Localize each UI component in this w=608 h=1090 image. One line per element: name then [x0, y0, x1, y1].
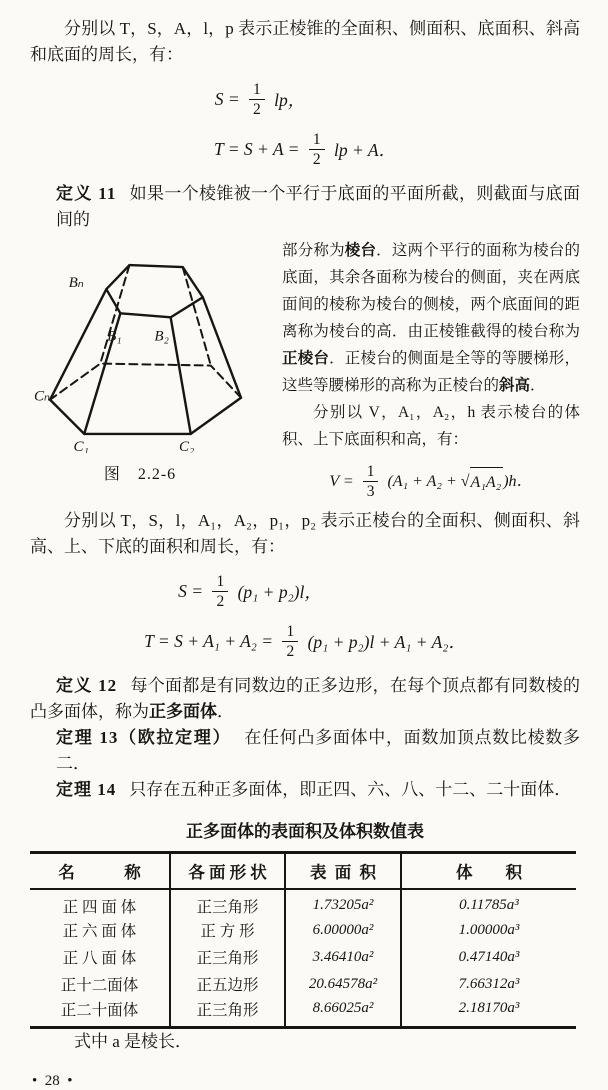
formula-rhs: lp，: [269, 90, 306, 111]
page-number: • 28 •: [32, 1072, 73, 1089]
vertex-label-b1: B₁: [107, 328, 122, 345]
formula-lhs: S =: [178, 581, 208, 602]
table-row: [30, 889, 576, 917]
table-row: [30, 917, 576, 944]
theorem14: 定理 14 只存在五种正多面体，即正四、六、八、十二、二十面体．: [56, 780, 572, 800]
cell-face-shape: 正三角形: [170, 998, 285, 1028]
formula-rhs: lp + A．: [329, 140, 397, 161]
column-header-face-shape: 各 面 形 状: [170, 853, 285, 889]
fraction-one-third: $\frac{1}{3}$: [363, 463, 379, 500]
formula-frustum-lateral-area: [0, 573, 525, 610]
figure-2-2-6: [30, 237, 282, 500]
theorem14-label: 定理 14: [56, 780, 117, 800]
radicand-a1a2: A₁A₂: [470, 467, 504, 496]
cell-volume: 0.11785a³: [401, 889, 576, 917]
definition11-body: 部分称为棱台．这两个平行的面称为棱台的底面，其余各面称为棱台的侧面，夹在两底面间的棱称为棱台的侧棱，两个底面间的距离称为棱台的高．由正棱锥截得的棱台称为正棱台．正棱台的侧面是全等的等腰梯形，这些等腰梯形的高称为正棱台的斜高．: [282, 242, 580, 395]
definition11-text-column: [282, 237, 580, 500]
fraction-one-half: $\frac{1}{2}$: [212, 573, 228, 610]
column-header-volume: 体 积: [401, 853, 576, 889]
cell-name: 正二十面体: [60, 1001, 139, 1019]
column-header-name: 名 称: [30, 853, 170, 889]
fraction-one-half: $\frac{1}{2}$: [282, 623, 298, 660]
formula-frustum-volume: [282, 463, 580, 500]
cell-volume: 2.18170a³: [401, 998, 576, 1028]
cell-name: 正 八 面 体: [62, 950, 137, 968]
vertex-label-bn: Bₙ: [68, 275, 84, 292]
table-note: 式中 a 是棱长．: [74, 1031, 193, 1051]
frustum-figure: [32, 247, 252, 453]
definition11-heading: [30, 181, 580, 233]
vertex-label-b2: B₂: [154, 328, 169, 345]
formula-lhs: T = S + A =: [213, 139, 304, 160]
formula-rhs: (p₁ + p₂)l，: [233, 582, 322, 603]
table-row: [30, 998, 576, 1028]
fraction-one-half: $\frac{1}{2}$: [309, 131, 325, 168]
cell-surface-area: 3.46410a²: [285, 944, 401, 971]
cell-volume: 7.66312a³: [401, 971, 576, 998]
formula-rhs: (p₁ + p₂)l + A₁ + A₂．: [303, 632, 466, 653]
cell-face-shape: 正三角形: [170, 944, 285, 971]
theorem13: 定理 13（欧拉定理） 在任何凸多面体中，面数加顶点数比棱数多二．: [56, 728, 581, 774]
figure-caption: 图 2.2-6: [103, 466, 177, 484]
cell-surface-area: 20.64578a²: [285, 971, 401, 998]
term-slant-height: 斜高: [499, 377, 531, 395]
term-regular-frustum: 正棱台: [282, 350, 330, 368]
formula-rhs-open: (A₁ + A₂ + √: [383, 473, 470, 491]
formula-frustum-total-area: [30, 623, 580, 660]
definition11-first-line: 如果一个棱锥被一个平行于底面的平面所截，则截面与底面间的: [56, 184, 581, 230]
formula-pyramid-total-area: [30, 131, 580, 168]
theorem13-label: 定理 13（欧拉定理）: [56, 728, 232, 748]
cell-volume: 0.47140a³: [401, 944, 576, 971]
cell-name: 正十二面体: [60, 977, 139, 995]
vertex-label-cn: Cₙ: [33, 388, 51, 405]
column-header-surface-area: 表 面 积: [285, 853, 401, 889]
cell-surface-area: 1.73205a²: [285, 889, 401, 917]
definition11-body-row: [30, 237, 580, 500]
formula-lhs: T = S + A₁ + A₂ =: [144, 631, 278, 652]
definition12: 定义 12 每个面都是有同数边的正多边形，在每个顶点都有同数棱的凸多面体，称为正多面体．: [30, 676, 580, 722]
polyhedra-table: [30, 851, 576, 1029]
paragraph-frustum-intro: 分别以 T，S，l，A₁，A₂，p₁，p₂ 表示正棱台的全面积、侧面积、斜高、上、下底的面积和周长，有：: [30, 511, 580, 557]
fraction-one-half: $\frac{1}{2}$: [249, 81, 265, 118]
cell-surface-area: 6.00000a²: [285, 917, 401, 944]
term-regular-polyhedron: 正多面体: [149, 702, 217, 722]
formula-lhs: V =: [329, 473, 358, 491]
cell-face-shape: 正三角形: [170, 889, 285, 917]
definition11-label: 定义 11: [56, 184, 117, 204]
cell-face-shape: 正 方 形: [170, 917, 285, 944]
cell-face-shape: 正五边形: [170, 971, 285, 998]
term-frustum: 棱台: [344, 242, 377, 260]
vertex-label-c2: C₂: [179, 439, 195, 454]
cell-volume: 1.00000a³: [401, 917, 576, 944]
vertex-label-c1: C₁: [73, 439, 89, 454]
definition12-label: 定义 12: [56, 676, 118, 696]
table-title: 正多面体的表面积及体积数值表: [186, 822, 424, 842]
cell-name: 正 六 面 体: [62, 923, 137, 941]
formula-rhs-close: )h．: [503, 473, 533, 491]
formula-pyramid-lateral-area: [0, 81, 535, 118]
table-row: [30, 944, 576, 971]
paragraph-pyramid-intro: 分别以 T，S，A，l，p 表示正棱锥的全面积、侧面积、底面积、斜高和底面的周长，有：: [30, 19, 580, 64]
formula-lhs: S =: [214, 89, 245, 110]
cell-surface-area: 8.66025a²: [285, 998, 401, 1028]
cell-name: 正 四 面 体: [62, 898, 137, 916]
frustum-volume-intro: 分别以 V，A₁，A₂，h 表示棱台的体积、上下底面积和高，有：: [282, 404, 580, 449]
table-header-row: [30, 853, 576, 889]
